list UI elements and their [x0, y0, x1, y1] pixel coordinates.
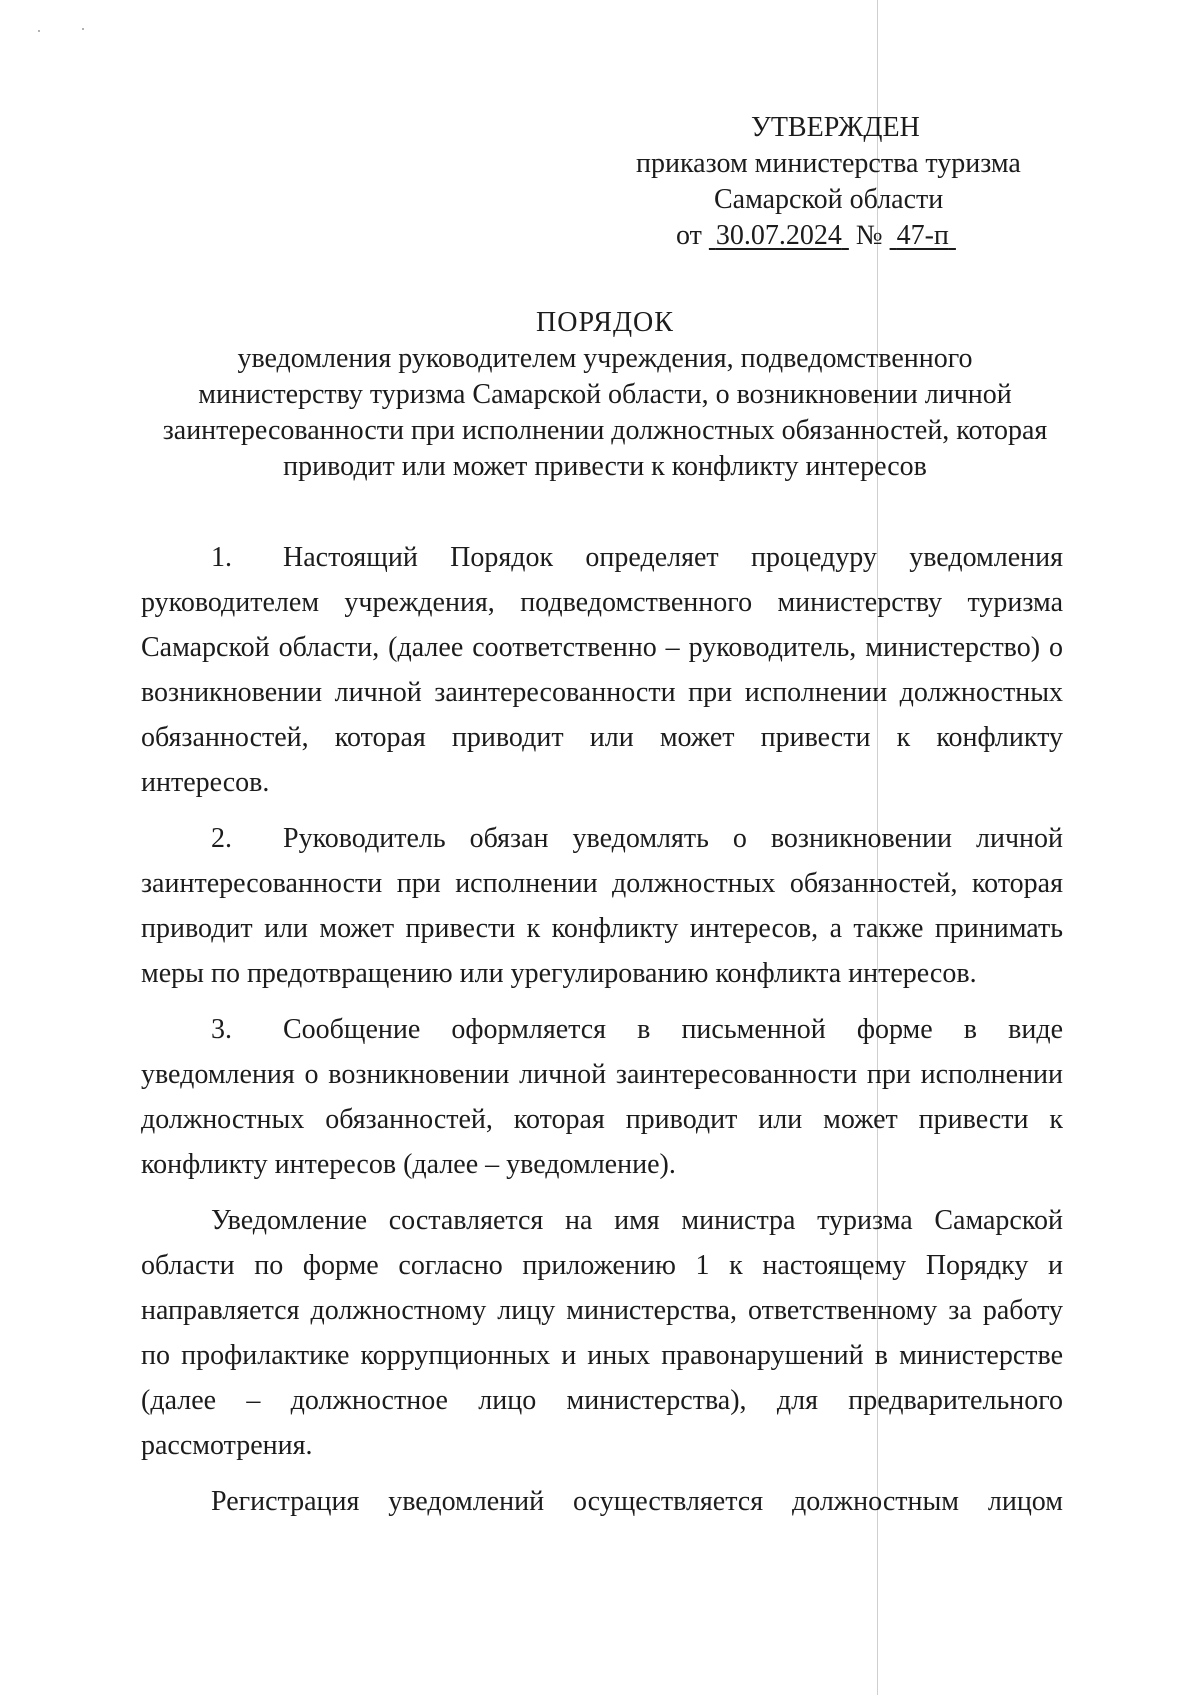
paragraph-2 [141, 816, 1063, 996]
document-body [141, 535, 1063, 1535]
approval-number: 47-п [896, 220, 949, 251]
paragraph-text: Сообщение оформляется в письменной форме в виде уведомления о возникновении личной заинтересованности при исполнении должностных обязанностей, которая приводит или может привести к конфликту интересов (далее – уведомление). [141, 1014, 1063, 1180]
document-title-block [140, 305, 1070, 485]
number-sign: № [855, 220, 883, 251]
paragraph-registration [141, 1479, 1063, 1524]
paragraph-3 [141, 1007, 1063, 1187]
paragraph-number: 1. [211, 542, 232, 573]
paragraph-notice [141, 1198, 1063, 1468]
scan-speck [38, 30, 40, 32]
document-heading: ПОРЯДОК [536, 307, 674, 338]
paragraph-text: Регистрация уведомлений осуществляется должностным лицом [211, 1486, 1063, 1517]
approval-stamp [560, 110, 1120, 254]
approval-date: 30.07.2024 [715, 220, 842, 251]
scan-speck [82, 28, 84, 30]
paragraph-text: Настоящий Порядок определяет процедуру уведомления руководителем учреждения, подведомственного министерству туризма Самарской области, (далее соответственно – руководитель, министерство) о возникновении личной заинтересованности при исполнении должностных обязанностей, которая приводит или может привести к конфликту интересов. [141, 542, 1063, 798]
date-prefix: от [676, 220, 702, 251]
paragraph-text: Уведомление составляется на имя министра туризма Самарской области по форме согласно приложению 1 к настоящему Порядку и направляется должностному лицу министерства, ответственному за работу по профилактике коррупционных и иных правонарушений в министерстве (далее – должностное лицо министерства), для предварительного рассмотрения. [141, 1205, 1063, 1461]
document-subtitle-line: министерству туризма Самарской области, о возникновении личной [198, 379, 1012, 410]
paragraph-number: 3. [211, 1014, 232, 1045]
paragraph-number: 2. [211, 823, 232, 854]
approval-title: УТВЕРЖДЕН [751, 112, 920, 143]
document-subtitle-line: заинтересованности при исполнении должностных обязанностей, которая [162, 415, 1048, 446]
document-subtitle-line: приводит или может привести к конфликту интересов [283, 451, 927, 482]
approval-order-line: приказом министерства туризма [636, 148, 1021, 179]
approval-date-line [560, 218, 1120, 254]
approval-region-line: Самарской области [714, 184, 944, 215]
document-subtitle-line: уведомления руководителем учреждения, подведомственного [237, 343, 973, 374]
paragraph-1 [141, 535, 1063, 805]
paragraph-text: Руководитель обязан уведомлять о возникновении личной заинтересованности при исполнении должностных обязанностей, которая приводит или может привести к конфликту интересов, а также принимать меры по предотвращению или урегулированию конфликта интересов. [141, 823, 1063, 989]
